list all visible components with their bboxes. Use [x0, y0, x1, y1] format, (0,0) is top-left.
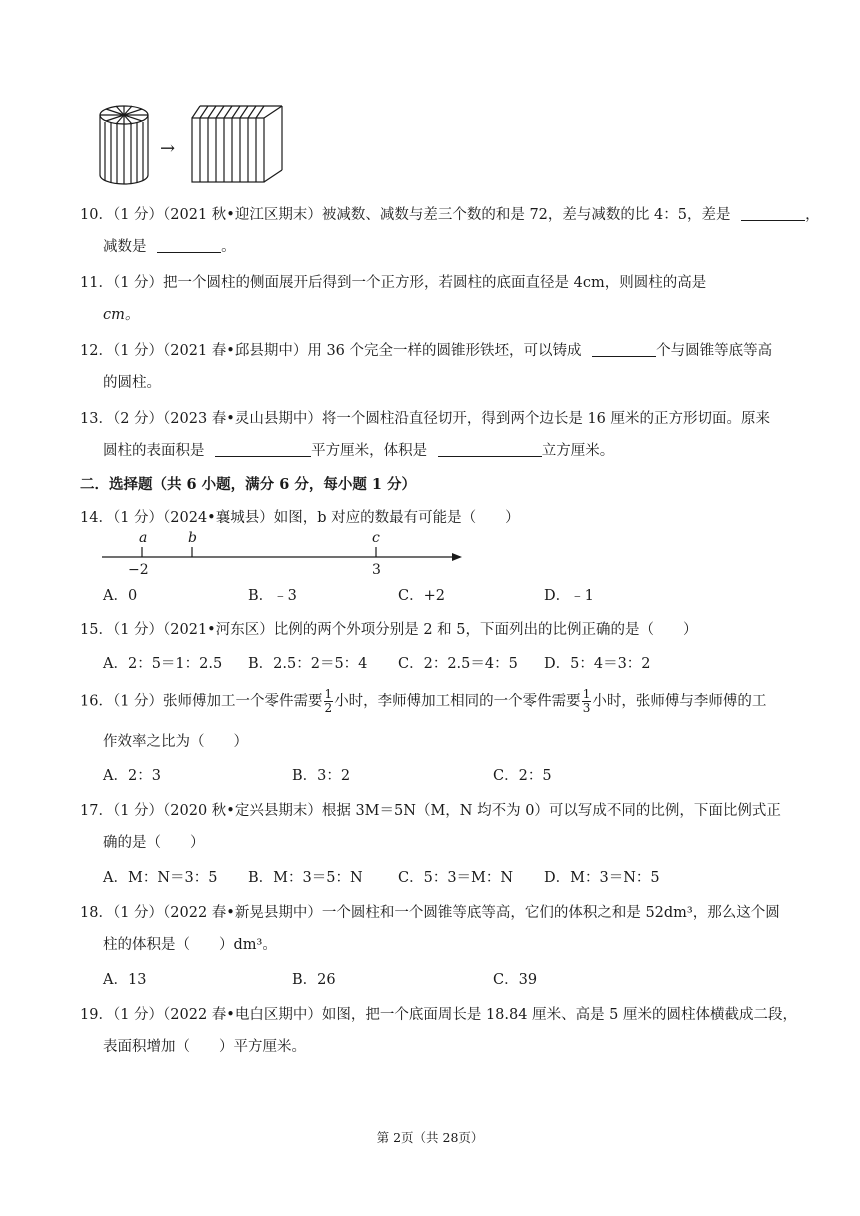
- q14-option-a[interactable]: A．0: [103, 588, 138, 604]
- number-line-label-b: b: [188, 530, 197, 546]
- question-19-line-2: 表面积增加（ ）平方厘米。: [103, 1039, 306, 1055]
- q14-option-c[interactable]: C．+2: [398, 588, 445, 604]
- fraction-one-third: $\frac{1}{3}$: [582, 687, 591, 715]
- question-10-line-2: 减数是 。: [103, 239, 236, 255]
- section-title-multiple-choice: 二．选择题（共 6 小题，满分 6 分，每小题 1 分）: [80, 476, 417, 493]
- fraction-one-half: $\frac{1}{2}$: [324, 687, 333, 715]
- question-10-line-1: 10．（1 分）（2021 秋•迎江区期末）被减数、减数与差三个数的和是 72，差与减数的比 4：5，差是 ，: [80, 207, 820, 223]
- q18-option-c[interactable]: C．39: [493, 972, 538, 988]
- answer-blank-difference[interactable]: [741, 206, 805, 221]
- answer-blank-subtrahend[interactable]: [157, 238, 221, 253]
- question-13-line-2: 圆柱的表面积是 平方厘米，体积是 立方厘米。: [103, 443, 615, 459]
- cylinder-transform-figure: [96, 102, 296, 188]
- q16-option-a[interactable]: A．2：3: [103, 768, 161, 784]
- arrow-icon: →: [160, 138, 176, 159]
- q15-option-b[interactable]: B．2.5：2＝5：4: [248, 656, 368, 672]
- question-19-line-1: 19．（1 分）（2022 春•电白区期中）如图，把一个底面周长是 18.84 厘米、高是 5 厘米的圆柱体横截成二段，: [80, 1007, 798, 1023]
- question-18-line-1: 18．（1 分）（2022 春•新晃县期中）一个圆柱和一个圆锥等底等高，它们的体积之和是 52dm³，那么这个圆: [80, 905, 780, 921]
- question-13-line-1: [80, 407, 770, 428]
- question-17-line-2: 确的是（ ）: [103, 835, 205, 851]
- question-12-text: 12．（1 分）（2021 春•邱县期中）用 36 个完全一样的圆锥形铁坯，可以铸成: [80, 343, 582, 359]
- question-11-line-1: [80, 271, 706, 292]
- q18-option-a[interactable]: A．13: [103, 972, 147, 988]
- question-13-text: 13．（2 分）（2023 春•灵山县期中）将一个圆柱沿直径切开，得到两个边长是 16 厘米的正方形切面。原来: [80, 411, 771, 427]
- q15-option-a[interactable]: A．2：5＝1：2.5: [103, 656, 223, 672]
- number-line-tick-minus-2: −2: [128, 562, 149, 578]
- number-line-label-a: a: [139, 530, 148, 546]
- question-12-line-1: 12．（1 分）（2021 春•邱县期中）用 36 个完全一样的圆锥形铁坯，可以铸成 个与圆锥等底等高: [80, 343, 773, 359]
- question-16-line-1: 16．（1 分）张师傅加工一个零件需要 $\frac{1}{2}$ 小时，李师傅加工相同的一个零件需要 $\frac{1}{3}$ 小时，张师傅与李师傅的工: [80, 687, 767, 715]
- q14-option-b[interactable]: B．﹣3: [248, 588, 297, 604]
- answer-blank-volume[interactable]: [438, 442, 542, 457]
- q16-option-c[interactable]: C．2：5: [493, 768, 552, 784]
- q17-option-d[interactable]: D．M：3＝N：5: [544, 870, 660, 886]
- question-18-line-2: 柱的体积是（ ）dm³。: [103, 937, 277, 953]
- question-10-text: 10．（1 分）（2021 秋•迎江区期末）被减数、减数与差三个数的和是 72，差与减数的比 4：5，差是: [80, 207, 731, 223]
- q15-option-c[interactable]: C．2：2.5＝4：5: [398, 656, 518, 672]
- q17-option-c[interactable]: C．5：3＝M：N: [398, 870, 514, 886]
- q14-option-d[interactable]: D．﹣1: [544, 588, 594, 604]
- answer-blank-count[interactable]: [592, 342, 656, 357]
- question-11-text: 11．（1 分）把一个圆柱的侧面展开后得到一个正方形，若圆柱的底面直径是 4cm，则圆柱的高是: [80, 275, 707, 291]
- answer-blank-surface-area[interactable]: [215, 442, 311, 457]
- number-line-figure: [100, 528, 470, 578]
- q17-option-b[interactable]: B．M：3＝5：N: [248, 870, 363, 886]
- question-15-text: 15．（1 分）（2021•河东区）比例的两个外项分别是 2 和 5，下面列出的比例正确的是（ ）: [80, 622, 698, 638]
- q16-option-b[interactable]: B．3：2: [292, 768, 351, 784]
- number-line-tick-3: 3: [372, 562, 381, 578]
- q18-option-b[interactable]: B．26: [292, 972, 336, 988]
- number-line-label-c: c: [372, 530, 380, 546]
- q17-option-a[interactable]: A．M：N＝3：5: [103, 870, 218, 886]
- q15-option-d[interactable]: D．5：4＝3：2: [544, 656, 651, 672]
- question-17-line-1: 17．（1 分）（2020 秋•定兴县期末）根据 3M＝5N（M，N 均不为 0）可以写成不同的比例，下面比例式正: [80, 803, 781, 819]
- question-12-line-2: 的圆柱。: [103, 375, 161, 391]
- question-16-line-2: 作效率之比为（ ）: [103, 734, 248, 750]
- question-11-line-2: cm。: [103, 307, 140, 323]
- page-number-footer: 第 2页（共 28页）: [376, 1130, 484, 1145]
- question-14-text: 14．（1 分）（2024•襄城县）如图，b 对应的数最有可能是（ ）: [80, 510, 520, 526]
